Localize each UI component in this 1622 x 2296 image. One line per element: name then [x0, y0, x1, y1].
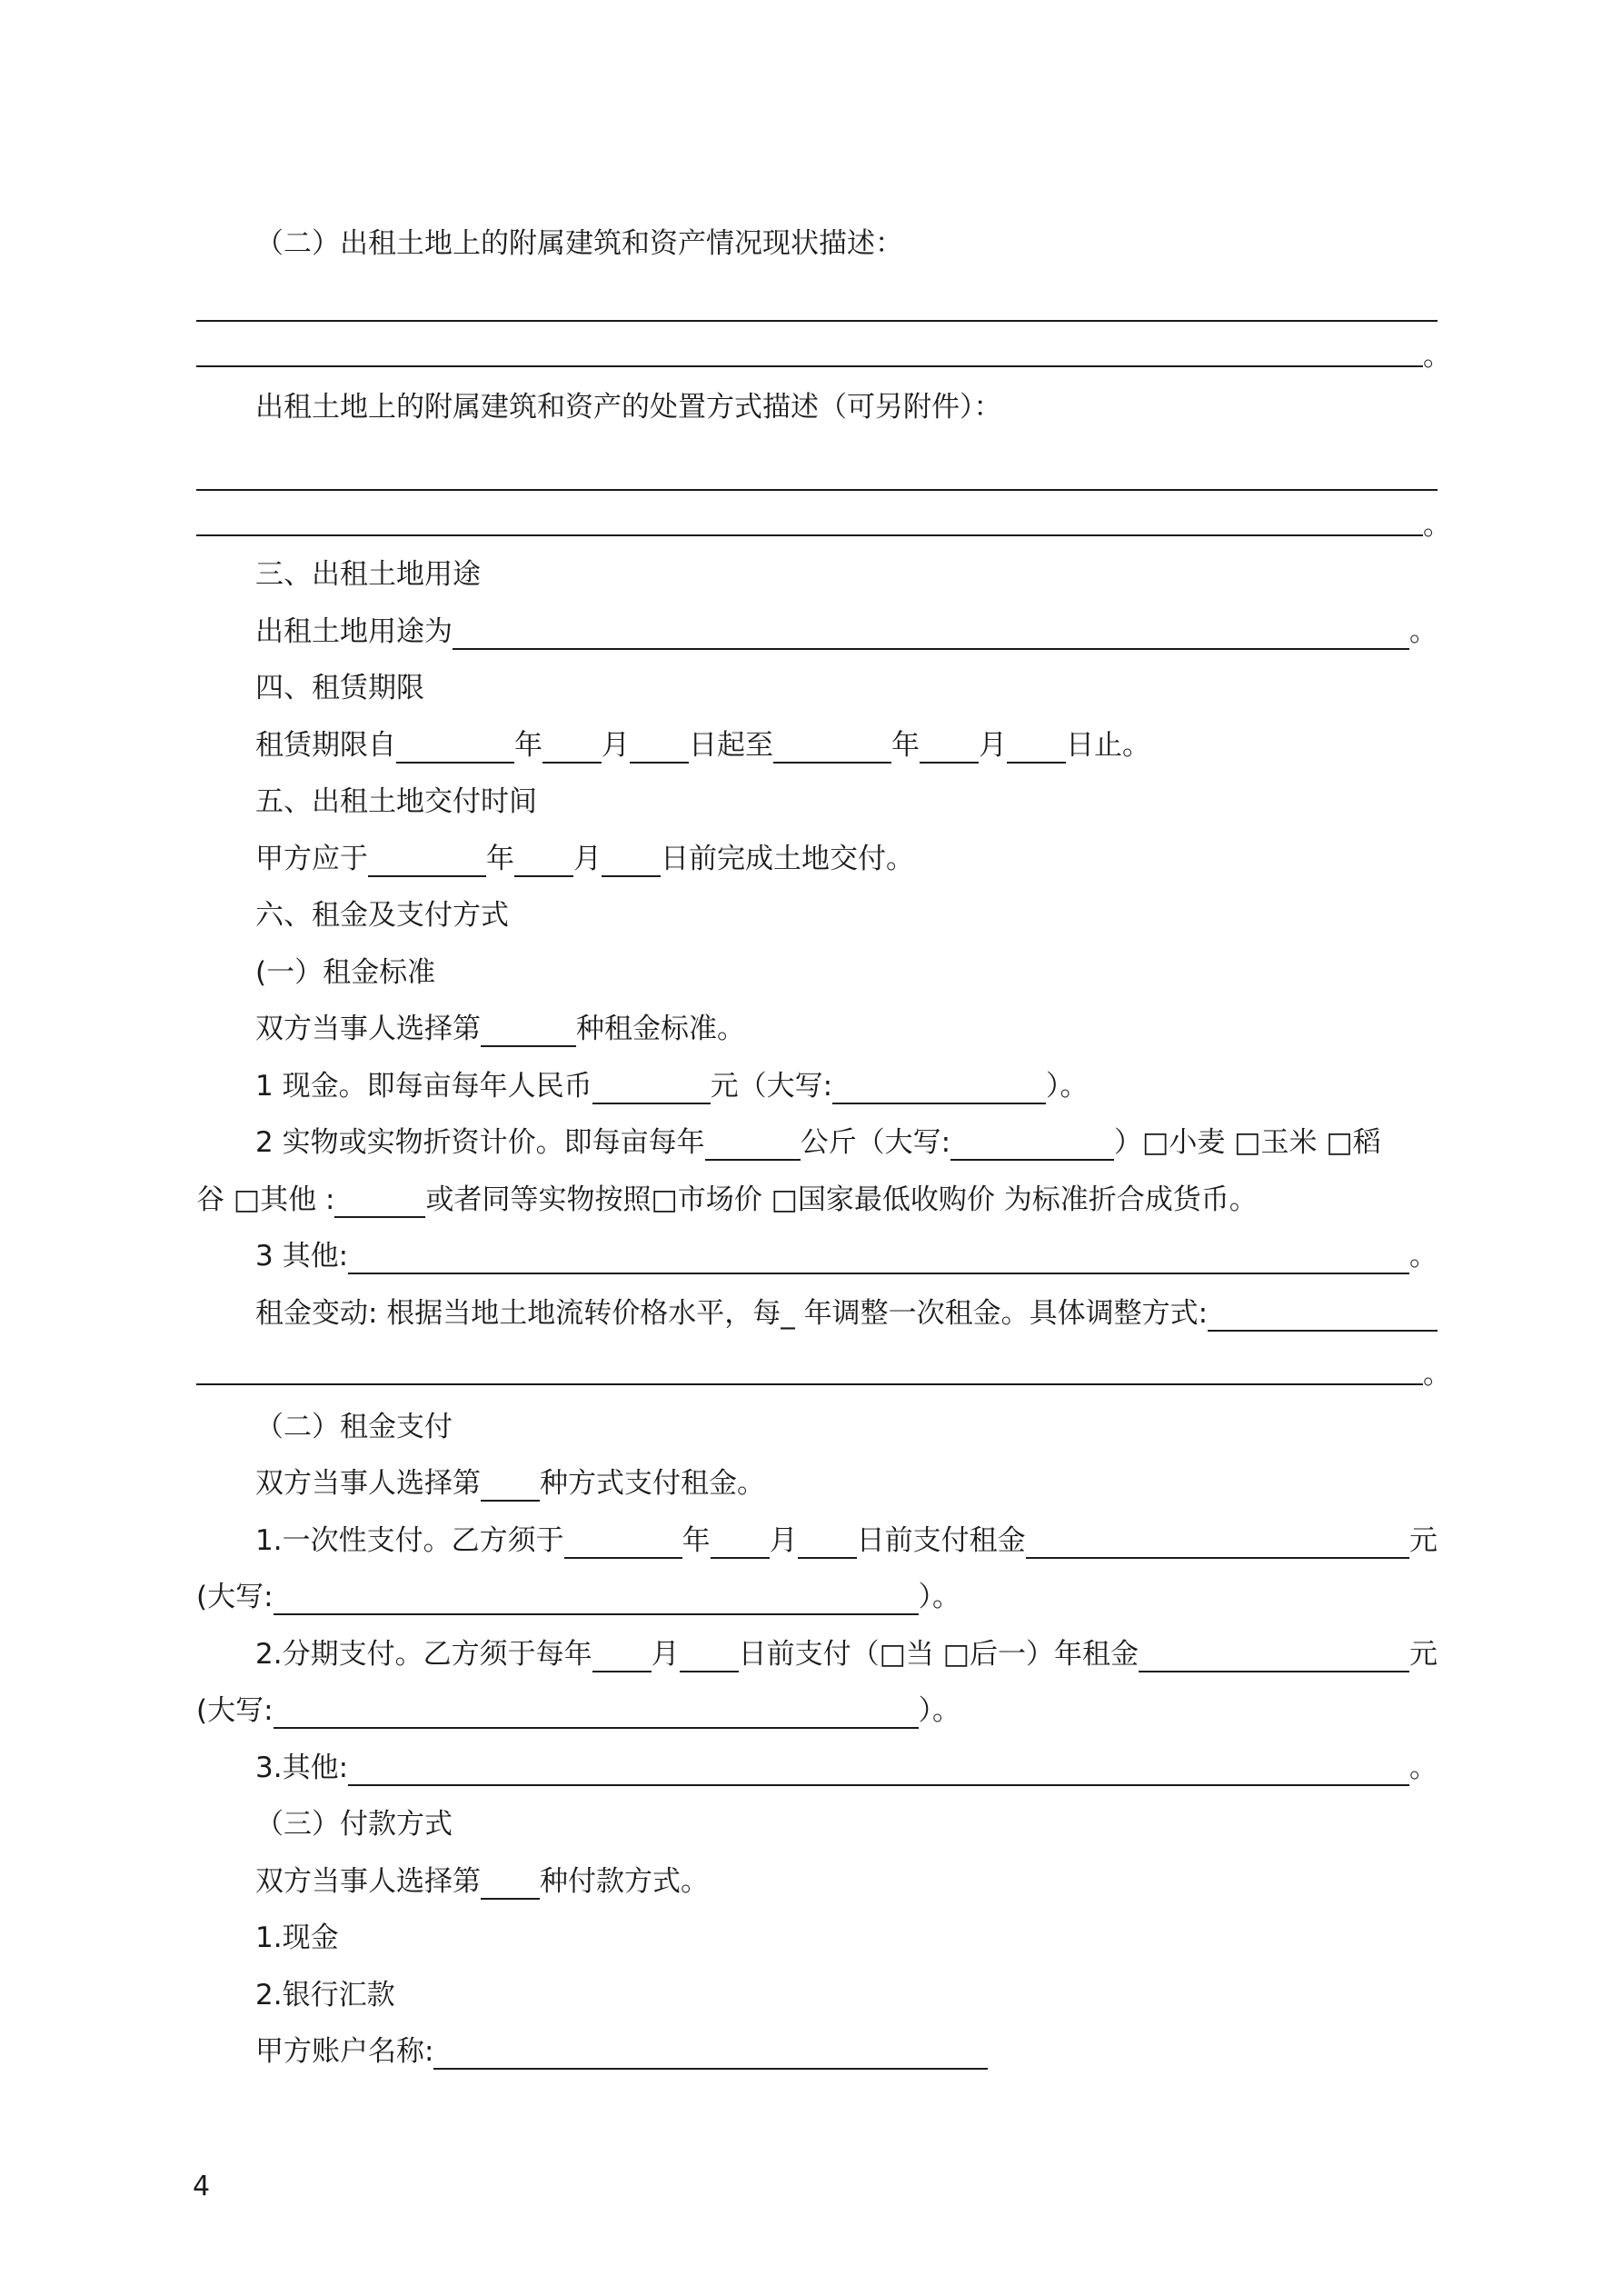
blank-year[interactable]	[773, 731, 891, 764]
period: 。	[1423, 1358, 1451, 1391]
period: 。	[1423, 340, 1451, 373]
usage-blank[interactable]	[453, 617, 1409, 650]
text: 或者同等实物按照□市场价 □国家最低收购价 为标准折合成货币。	[425, 1183, 1258, 1216]
text: 甲方应于	[255, 843, 368, 875]
text: 日前支付（□当 □后一）年租金	[738, 1638, 1139, 1671]
text: ）。	[1046, 1070, 1089, 1103]
text: 月	[602, 729, 630, 762]
text: 2 实物或实物折资计价。即每亩每年	[255, 1126, 705, 1159]
blank-kg[interactable]	[705, 1128, 801, 1161]
text: 甲方账户名称:	[255, 2035, 434, 2068]
text: ）□小麦 □玉米 □稻	[1114, 1126, 1381, 1159]
text: 种方式支付租金。	[540, 1467, 765, 1500]
option-cash	[196, 1068, 1438, 1104]
sub-heading: （二）租金支付	[255, 1411, 453, 1443]
lump-sum-words	[196, 1579, 1438, 1615]
text: 年	[514, 729, 542, 762]
section-heading: 五、出租土地交付时间	[255, 785, 537, 818]
blank-day[interactable]	[602, 844, 661, 877]
text: 日前完成土地交付。	[661, 843, 914, 875]
method-cash: 1.现金	[255, 1922, 339, 1954]
option-other	[196, 1238, 1438, 1274]
option-in-kind-cont	[196, 1182, 1438, 1218]
blank-choice[interactable]	[481, 1867, 540, 1900]
blank-other[interactable]	[348, 1242, 1409, 1274]
blank-amount-words[interactable]	[274, 1696, 919, 1729]
section-heading: 六、租金及支付方式	[255, 899, 509, 932]
page-number: 4	[193, 2171, 211, 2202]
blank-line	[196, 365, 1423, 367]
text: 年	[891, 729, 920, 762]
blank-month[interactable]	[514, 844, 573, 877]
text: 月	[573, 843, 602, 875]
blank-day[interactable]	[630, 731, 689, 764]
lease-period-row	[196, 727, 1438, 764]
text: 谷 □其他 :	[196, 1183, 335, 1216]
blank-amount-words[interactable]	[832, 1072, 1046, 1104]
delivery-row	[196, 841, 1438, 877]
sub-heading: （三）付款方式	[255, 1808, 453, 1841]
text: 种付款方式。	[540, 1865, 709, 1898]
blank-month[interactable]	[711, 1526, 770, 1559]
section-heading: 四、租赁期限	[255, 672, 424, 704]
period: 。	[1423, 509, 1451, 542]
blank-year[interactable]	[368, 844, 486, 877]
blank-amount-words[interactable]	[274, 1582, 919, 1615]
text: 月	[979, 729, 1007, 762]
text: 双方当事人选择第	[255, 1467, 481, 1500]
blank-other[interactable]	[348, 1753, 1409, 1786]
section-heading: 三、出租土地用途	[255, 558, 481, 591]
text: 1.一次性支付。乙方须于	[255, 1524, 564, 1557]
text: 1 现金。即每亩每年人民币	[255, 1070, 592, 1103]
text: 日前支付租金	[856, 1524, 1026, 1557]
option-in-kind	[196, 1124, 1438, 1161]
blank-choice[interactable]	[481, 1469, 540, 1502]
text: 租赁期限自	[255, 729, 396, 762]
account-name-row	[196, 2033, 1438, 2070]
blank-month[interactable]	[542, 731, 602, 764]
period: 。	[1409, 1752, 1438, 1784]
lump-sum-row	[196, 1522, 1438, 1559]
blank-other-crop[interactable]	[334, 1185, 425, 1218]
text: (大写:	[196, 1581, 274, 1613]
text: 年	[682, 1524, 711, 1557]
text: 种租金标准。	[576, 1013, 745, 1045]
method-bank: 2.银行汇款	[255, 1979, 395, 2011]
blank-adjust-method[interactable]	[1208, 1299, 1438, 1332]
text: (大写:	[196, 1694, 274, 1727]
text: 日起至	[689, 729, 773, 762]
disposal-label: 出租土地上的附属建筑和资产的处置方式描述（可另附件）：	[255, 391, 1002, 424]
text: 3.其他:	[255, 1752, 349, 1784]
installment-row	[196, 1636, 1438, 1672]
blank-amount[interactable]	[592, 1072, 711, 1104]
blank-line	[196, 489, 1438, 491]
blank-choice[interactable]	[481, 1014, 576, 1047]
text: 月	[651, 1638, 680, 1671]
period: 。	[1409, 615, 1438, 648]
installment-words	[196, 1692, 1438, 1729]
blank-day[interactable]	[798, 1526, 857, 1559]
text: 租金变动: 根据当地土地流转价格水平，每_ 年调整一次租金。具体调整方式:	[255, 1297, 1209, 1330]
text: 2.分期支付。乙方须于每年	[255, 1638, 592, 1671]
text: 双方当事人选择第	[255, 1013, 481, 1045]
blank-kg-words[interactable]	[950, 1128, 1114, 1161]
text: 3 其他:	[255, 1240, 349, 1273]
text: 元	[1409, 1638, 1438, 1671]
blank-account-name[interactable]	[433, 2037, 988, 2070]
blank-day[interactable]	[1007, 731, 1066, 764]
period: 。	[1409, 1240, 1438, 1273]
section-heading: （二）出租土地上的附属建筑和资产情况现状描述：	[255, 227, 903, 260]
text: 元（大写:	[710, 1070, 833, 1103]
usage-label: 出租土地用途为	[255, 615, 453, 648]
text: 年	[486, 843, 514, 875]
text: 日止。	[1066, 729, 1150, 762]
text: 双方当事人选择第	[255, 1865, 481, 1898]
blank-line	[196, 1383, 1423, 1385]
blank-line	[196, 534, 1423, 536]
rent-standard-choice	[196, 1011, 1438, 1047]
blank-month[interactable]	[592, 1640, 652, 1672]
text: ）。	[918, 1581, 961, 1613]
payment-method-choice	[196, 1863, 1438, 1900]
text: 元	[1409, 1524, 1438, 1557]
other-payment	[196, 1750, 1438, 1786]
blank-year[interactable]	[564, 1526, 682, 1559]
blank-month[interactable]	[920, 731, 979, 764]
blank-amount[interactable]	[1026, 1526, 1409, 1559]
text: 月	[769, 1524, 798, 1557]
blank-line	[196, 320, 1438, 322]
blank-year[interactable]	[396, 731, 514, 764]
payment-choice	[196, 1465, 1438, 1502]
blank-amount[interactable]	[1139, 1640, 1409, 1672]
text: ）。	[918, 1694, 961, 1727]
rent-change	[196, 1295, 1438, 1332]
blank-day[interactable]	[680, 1640, 739, 1672]
usage-row	[196, 614, 1438, 650]
sub-heading: (一）租金标准	[255, 956, 436, 989]
text: 公斤（大写:	[800, 1126, 951, 1159]
